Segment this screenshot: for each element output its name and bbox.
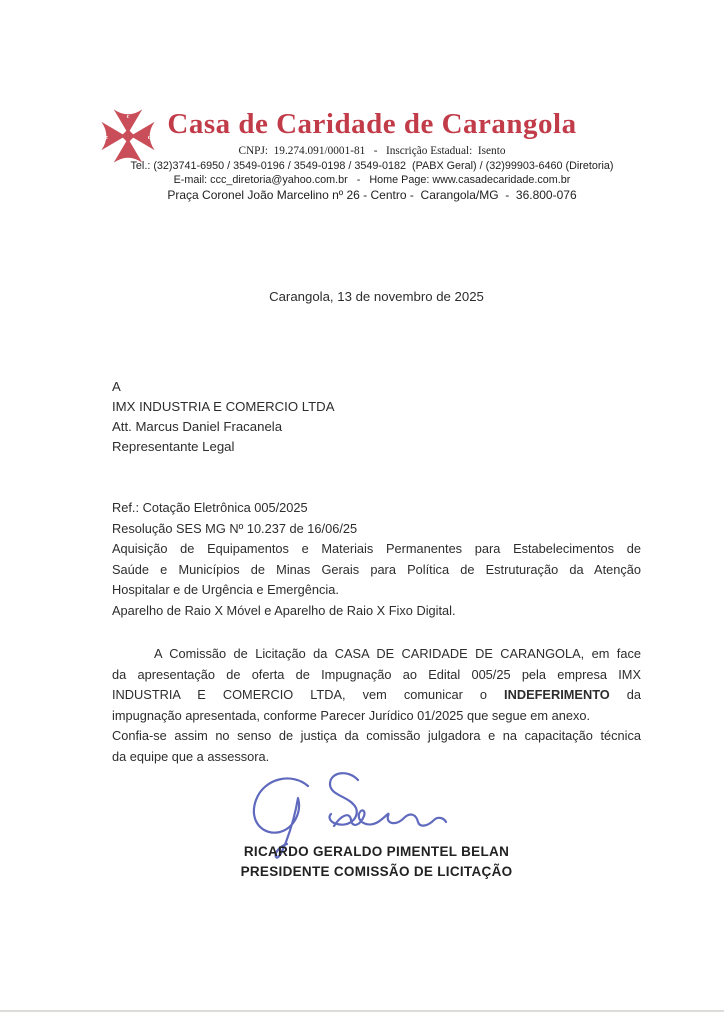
logo-letter-c-right: c <box>147 134 151 142</box>
body-line-text: INDUSTRIA E COMERCIO LTDA, vem comunicar o <box>112 687 505 702</box>
reference-block <box>112 498 641 621</box>
body-line: da apresentação de oferta de Impugnação ao Edital 005/25 pela empresa IMX <box>112 666 641 682</box>
reference-line: Resolução SES MG Nº 10.237 de 16/06/25 <box>112 520 358 536</box>
body-paragraphs <box>112 644 641 767</box>
email-homepage-line: E-mail: ccc_diretoria@yahoo.com.br - Home Page: www.casadecaridade.com.br <box>173 174 571 186</box>
cnpj-line: CNPJ: 19.274.091/0001-81 - Inscrição Estadual: Isento <box>238 145 506 157</box>
recipient-company: IMX INDUSTRIA E COMERCIO LTDA <box>112 399 335 414</box>
date-line: Carangola, 13 de novembro de 2025 <box>269 289 484 304</box>
reference-line: Aquisição de Equipamentos e Materiais Permanentes para Estabelecimentos de <box>112 541 641 556</box>
letter-content <box>112 0 641 1024</box>
reference-line: Hospitalar e de Urgência e Emergência. <box>112 582 339 597</box>
reference-line: Saúde e Municípios de Minas Gerais para Política de Estruturação da Atenção <box>112 561 641 577</box>
body-line-text: da <box>609 687 641 702</box>
indeferimento-emphasis: INDEFERIMENTO <box>504 687 610 702</box>
reference-line: Ref.: Cotação Eletrônica 005/2025 <box>112 500 308 515</box>
body-line: da equipe que a assessora. <box>112 748 270 764</box>
signer-role: PRESIDENTE COMISSÃO DE LICITAÇÃO <box>240 864 513 879</box>
scan-edge-artifact <box>0 1010 724 1012</box>
phone-line: Tel.: (32)3741-6950 / 3549-0196 / 3549-0198 / 3549-0182 (PABX Geral) / (32)99903-6460 (Diretoria) <box>130 160 614 172</box>
body-line: impugnação apresentada, conforme Parecer Jurídico 01/2025 que segue em anexo. <box>112 707 591 723</box>
logo-letter-c-top: c <box>126 113 130 121</box>
body-line: Confia-se assim no senso de justiça da comissão julgadora e na capacitação técnica <box>112 728 641 743</box>
logo-letter-c-left: c <box>105 134 109 142</box>
signer-name: RICARDO GERALDO PIMENTEL BELAN <box>243 844 510 859</box>
signer-block <box>112 842 641 882</box>
organization-name: Casa de Caridade de Carangola <box>167 108 577 140</box>
recipient-salutation: A <box>112 379 121 394</box>
recipient-role: Representante Legal <box>112 439 235 454</box>
recipient-attention: Att. Marcus Daniel Fracanela <box>112 419 283 434</box>
body-line: A Comissão de Licitação da CASA DE CARIDADE DE CARANGOLA, em face <box>154 646 641 661</box>
body-line <box>112 685 641 706</box>
address-line: Praça Coronel João Marcelino nº 26 - Centro - Carangola/MG - 36.800-076 <box>167 188 577 202</box>
recipient-block <box>112 377 641 457</box>
reference-line: Aparelho de Raio X Móvel e Aparelho de Raio X Fixo Digital. <box>112 602 456 618</box>
